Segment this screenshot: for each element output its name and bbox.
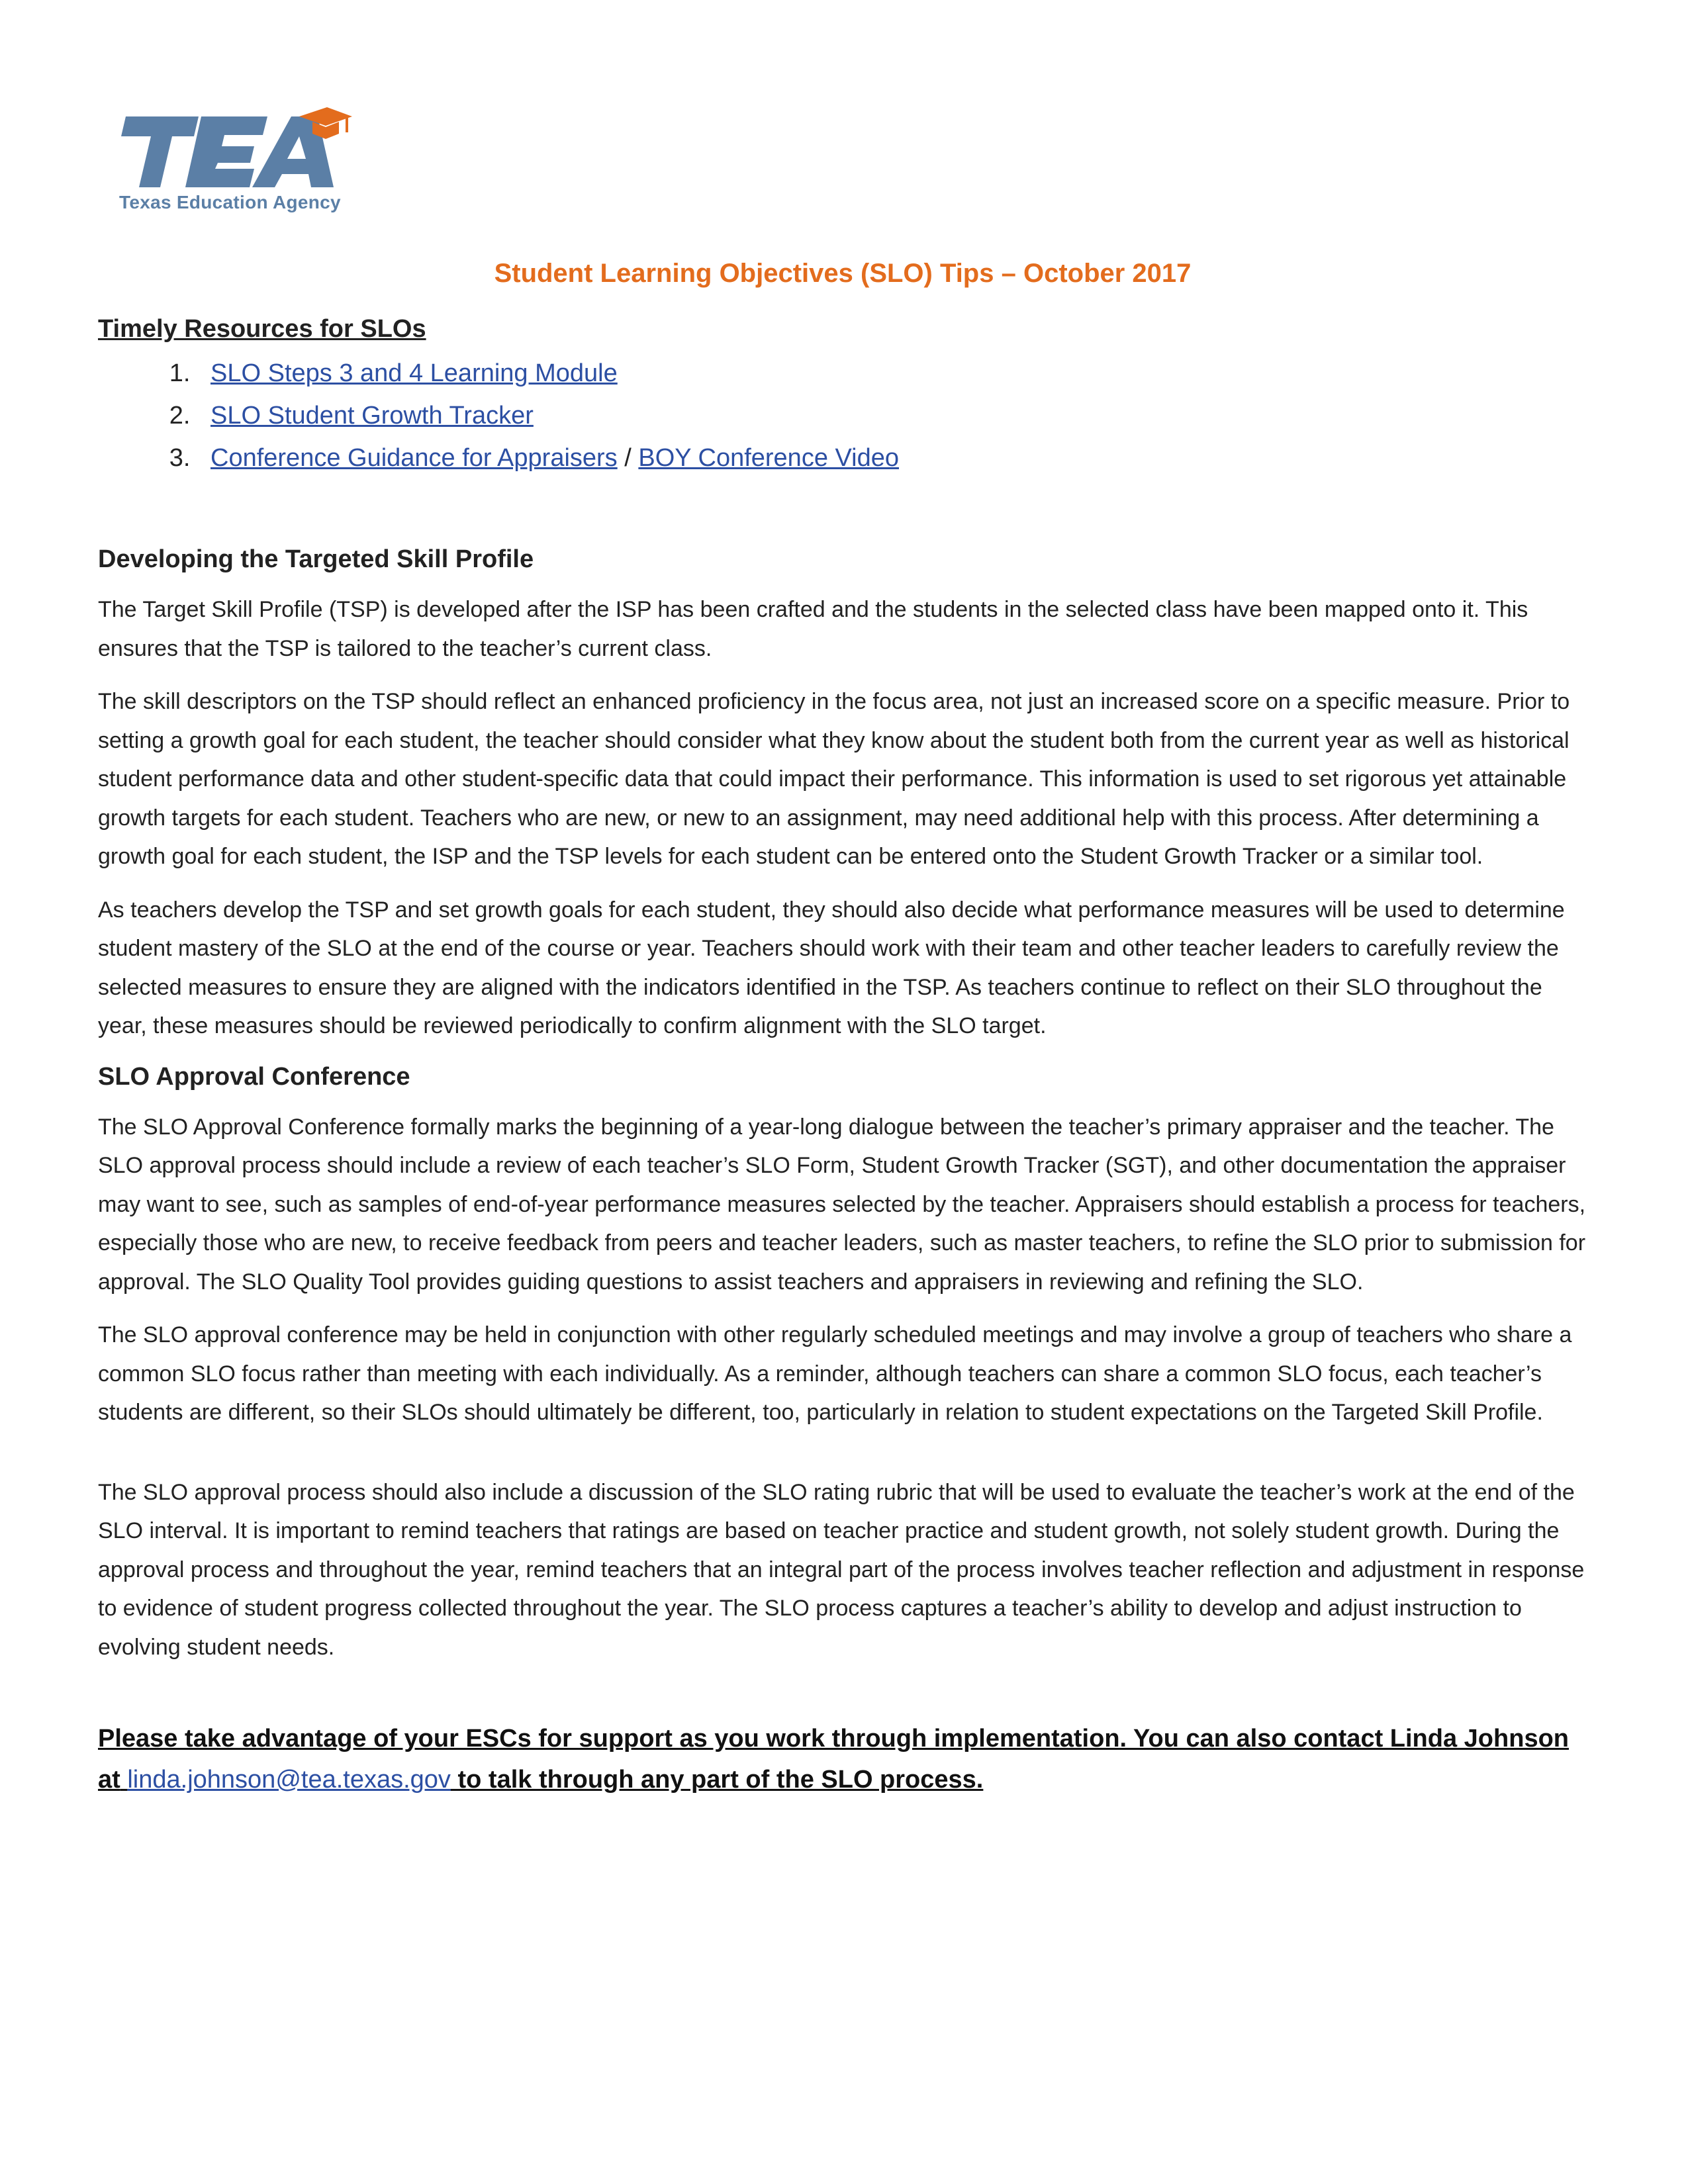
tea-wordmark-graphic (114, 105, 365, 194)
list-item (197, 352, 1587, 394)
link-separator: / (624, 444, 632, 472)
approval-paragraph-1: The SLO Approval Conference formally marks the beginning of a year-long dialogue between the teacher’s primary appraiser and the teacher. The SLO approval process should include a review of each teacher’s SLO Form, Student Growth Tracker (SGT), and other documentation the appraiser may want to see, such as samples of end-of-year performance measures selected by the teacher. Appraisers should establish a process for teachers, especially those who are new, to receive feedback from peers and teacher leaders, such as master teachers, to refine the SLO prior to submission for approval. The SLO Quality Tool provides guiding questions to assist teachers and appraisers in reviewing and refining the SLO. (98, 1114, 1586, 1295)
approval-paragraph-2: The SLO approval conference may be held in conjunction with other regularly scheduled meetings and may involve a group of teachers who share a common SLO focus rather than meeting with each individually. As a reminder, although teachers can share a common SLO focus, each teacher’s students are different, so their SLOs should ultimately be different, too, particularly in relation to student expectations on the Targeted Skill Profile. (98, 1322, 1572, 1425)
link-slo-steps-module[interactable]: SLO Steps 3 and 4 Learning Module (211, 359, 618, 387)
resources-list (98, 352, 1587, 479)
tsp-paragraph-1: The Target Skill Profile (TSP) is developed after the ISP has been crafted and the students in the selected class have been mapped onto it. This ensures that the TSP is tailored to the teacher’s current class. (98, 597, 1528, 661)
link-boy-conference-video[interactable]: BOY Conference Video (638, 444, 900, 472)
page-title: Student Learning Objectives (SLO) Tips – October 2017 (494, 259, 1192, 288)
document-body (98, 257, 1587, 1800)
tsp-paragraph-3: As teachers develop the TSP and set growth goals for each student, they should also decide what performance measures will be used to determine student mastery of the SLO at the end of the course or year. Teachers should work with their team and other teacher leaders to carefully review the selected measures to ensure they are aligned with the indicators identified in the TSP. As teachers continue to reflect on their SLO throughout the year, these measures should be reviewed periodically to confirm alignment with the SLO target. (98, 897, 1565, 1038)
tsp-paragraph-2: The skill descriptors on the TSP should reflect an enhanced proficiency in the focus area, not just an increased score on a specific measure. Prior to setting a growth goal for each student, the teacher should consider what they know about the student both from the current year as well as historical student performance data and other student-specific data that could impact their performance. This information is used to set rigorous yet attainable growth targets for each student. Teachers who are new, or new to an assignment, may need additional help with this process. After determining a growth goal for each student, the ISP and the TSP levels for each student can be entered onto the Student Growth Tracker or a similar tool. (98, 689, 1570, 869)
approval-heading: SLO Approval Conference (98, 1062, 410, 1091)
approval-paragraph-3: The SLO approval process should also include a discussion of the SLO rating rubric that will be used to evaluate the teacher’s work at the end of the SLO interval. It is important to remind teachers that ratings are based on teacher practice and student growth, not solely student growth. During the approval process and throughout the year, remind teachers that an integral part of the process involves teacher reflection and adjustment in response to evidence of student progress collected throughout the year. The SLO process captures a teacher’s ability to develop and adjust instruction to evolving student needs. (98, 1479, 1585, 1660)
closing-text-end: to talk through any part of the SLO process. (457, 1766, 984, 1794)
tsp-heading: Developing the Targeted Skill Profile (98, 545, 534, 573)
agency-name: Texas Education Agency (119, 192, 341, 212)
resources-heading: Timely Resources for SLOs (98, 315, 426, 343)
link-growth-tracker[interactable]: SLO Student Growth Tracker (211, 402, 534, 430)
list-item (197, 394, 1587, 437)
closing-note (98, 1718, 1587, 1800)
list-item (197, 437, 1587, 479)
contact-email-link[interactable]: linda.johnson@tea.texas.gov (127, 1766, 451, 1794)
closing-text: Please take advantage of your ESCs for support as you work through implementation. You can also contact Linda Johnson at (98, 1725, 1569, 1794)
tea-logo (114, 105, 365, 220)
link-conference-guidance[interactable]: Conference Guidance for Appraisers (211, 444, 618, 472)
